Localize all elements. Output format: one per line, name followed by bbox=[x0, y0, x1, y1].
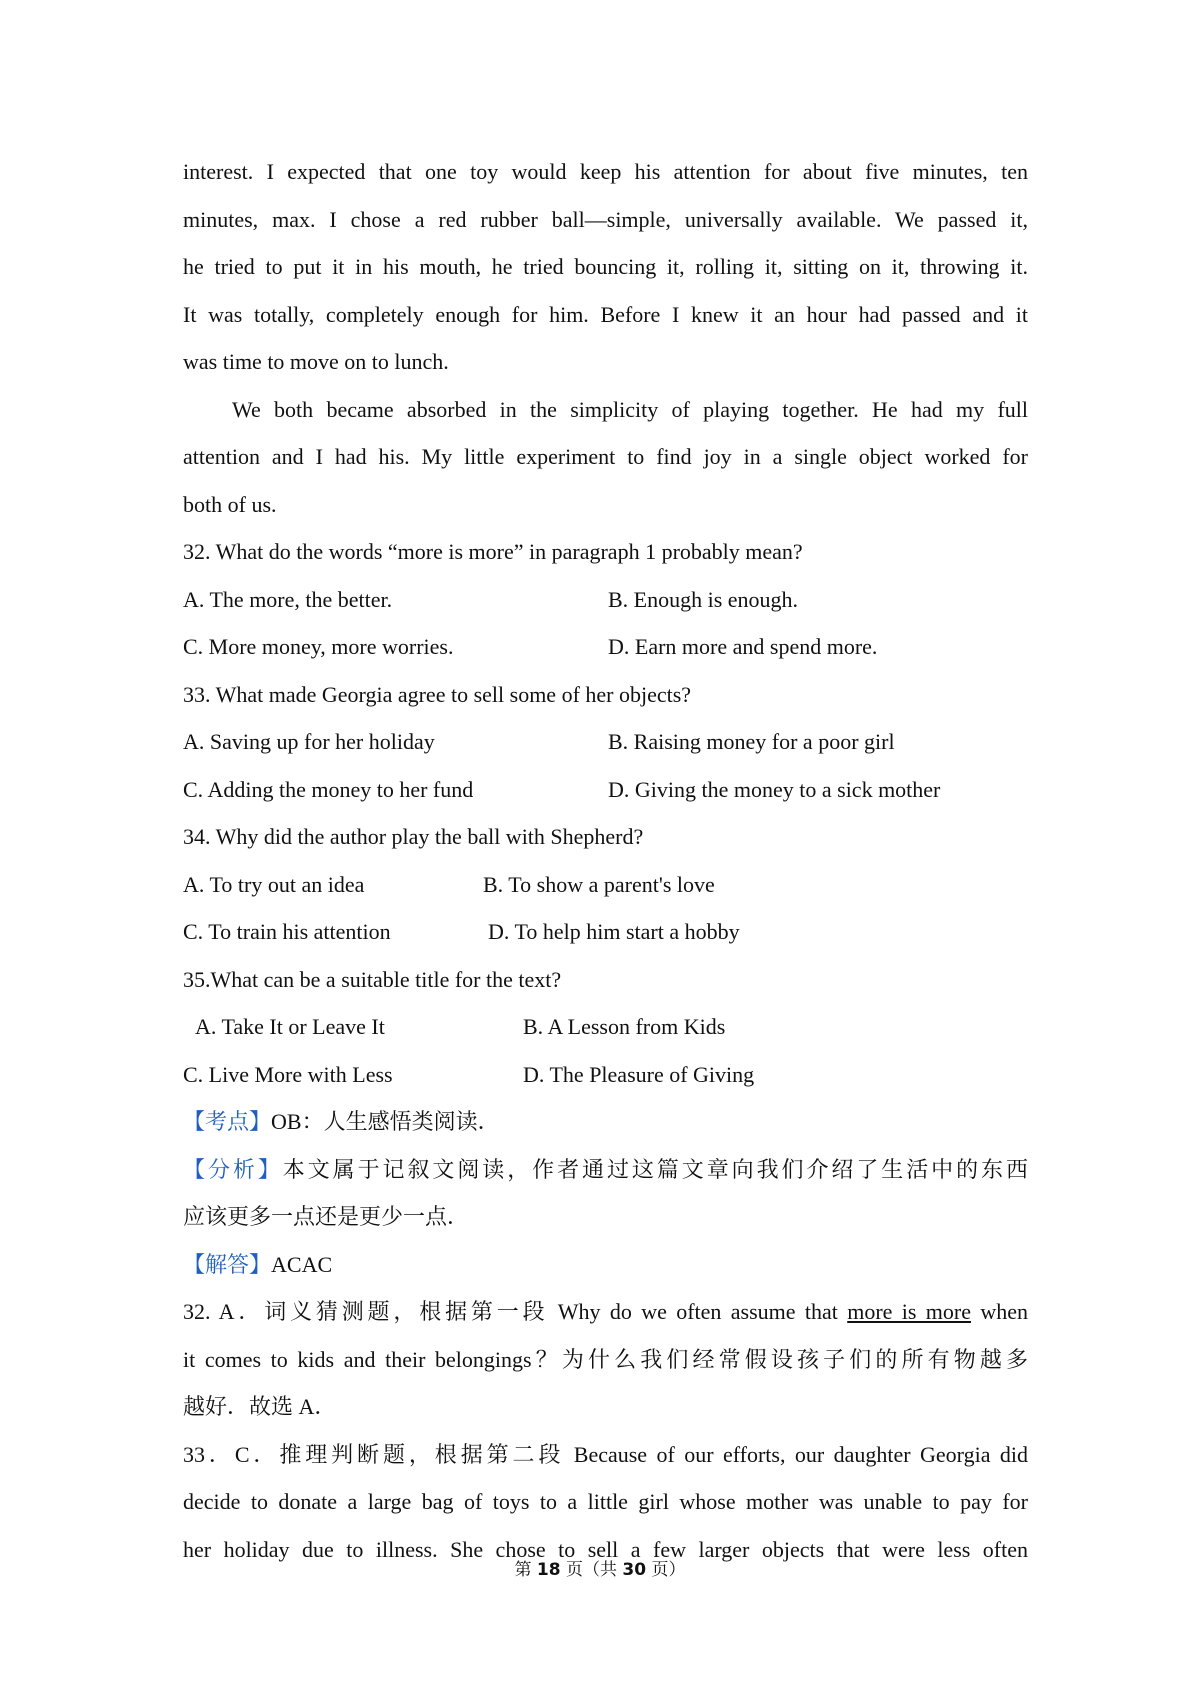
kaodian-tag: 【考点】 bbox=[183, 1109, 272, 1134]
option-a: A. Saving up for her holiday bbox=[183, 729, 435, 754]
explanation-line: it comes to kids and their belongings？为什么我们经常假设孩子们的所有物越多 bbox=[183, 1346, 1028, 1372]
passage-line: was time to move on to lunch. bbox=[183, 349, 449, 374]
option-row bbox=[183, 1051, 1028, 1099]
option-b: B. A Lesson from Kids bbox=[523, 1014, 726, 1039]
passage-line: both of us. bbox=[183, 491, 277, 517]
document-page bbox=[183, 148, 1028, 1573]
explanation-line: decide to donate a large bag of toys to a little girl whose mother was unable to pay for bbox=[183, 1489, 1028, 1514]
kaodian-text: OB：人生感悟类阅读． bbox=[271, 1109, 500, 1134]
option-row bbox=[183, 718, 1028, 766]
option-b: B. Raising money for a poor girl bbox=[608, 729, 895, 754]
option-c: C. More money, more worries. bbox=[183, 634, 454, 659]
option-a: A. To try out an idea bbox=[183, 871, 365, 897]
underlined-phrase: more is more bbox=[847, 1299, 971, 1324]
passage-line: We both became absorbed in the simplicity of playing together. He had my full bbox=[232, 396, 1028, 422]
kaodian-line bbox=[183, 1098, 1028, 1146]
option-a: A. Take It or Leave It bbox=[195, 1014, 385, 1039]
option-a: A. The more, the better. bbox=[183, 586, 393, 612]
fenxi-text: 本文属于记叙文阅读，作者通过这篇文章向我们介绍了生活中的东西 bbox=[282, 1156, 1028, 1182]
option-row bbox=[183, 861, 1028, 909]
fenxi-line: 应该更多一点还是更少一点． bbox=[183, 1204, 470, 1229]
option-row bbox=[183, 766, 1028, 814]
fenxi-line bbox=[183, 1146, 1028, 1194]
passage-line: interest. I expected that one toy would keep his attention for about five minutes, ten bbox=[183, 159, 1028, 184]
jieda-line bbox=[183, 1241, 1028, 1289]
explanation-text: 32. A．词义猜测题，根据第一段 Why do we often assume that bbox=[183, 1299, 848, 1324]
jieda-text: ACAC bbox=[271, 1251, 333, 1277]
option-b: B. Enough is enough. bbox=[608, 586, 799, 612]
option-row bbox=[183, 576, 1028, 624]
jieda-tag: 【解答】 bbox=[183, 1251, 272, 1277]
footer-text: 页（共 bbox=[560, 1560, 623, 1580]
explanation-line bbox=[183, 1288, 1028, 1336]
option-row bbox=[183, 908, 1028, 956]
explanation-line: 越好．故选 A． bbox=[183, 1394, 337, 1419]
question-stem: 35.What can be a suitable title for the text? bbox=[183, 966, 562, 992]
page-total: 30 bbox=[622, 1560, 647, 1580]
footer-text: 页） bbox=[646, 1560, 686, 1580]
passage-line: minutes, max. I chose a red rubber ball—simple, universally available. We passed it, bbox=[183, 206, 1028, 232]
option-d: D. To help him start a hobby bbox=[488, 919, 740, 944]
option-c: C. Adding the money to her fund bbox=[183, 776, 474, 802]
explanation-line: her holiday due to illness. She chose to sell a few larger objects that were less often bbox=[183, 1536, 1028, 1562]
explanation-line: 33．C．推理判断题，根据第二段 Because of our efforts, our daughter Georgia did bbox=[183, 1441, 1028, 1467]
option-d: D. Giving the money to a sick mother bbox=[608, 776, 941, 802]
explanation-text: when bbox=[970, 1299, 1028, 1324]
option-b: B. To show a parent's love bbox=[483, 871, 715, 897]
option-row bbox=[183, 1003, 1028, 1051]
fenxi-tag: 【分析】 bbox=[183, 1156, 283, 1182]
question-stem: 34. Why did the author play the ball with Shepherd? bbox=[183, 824, 644, 849]
passage-line: he tried to put it in his mouth, he tried bouncing it, rolling it, sitting on it, throwing it. bbox=[183, 254, 1028, 279]
option-c: C. Live More with Less bbox=[183, 1061, 393, 1087]
page-number: 18 bbox=[536, 1560, 561, 1580]
option-d: D. Earn more and spend more. bbox=[608, 634, 878, 659]
option-c: C. To train his attention bbox=[183, 919, 391, 944]
page-footer bbox=[0, 1555, 1200, 1580]
option-d: D. The Pleasure of Giving bbox=[523, 1061, 755, 1087]
question-stem: 32. What do the words “more is more” in paragraph 1 probably mean? bbox=[183, 539, 803, 564]
footer-text: 第 bbox=[514, 1560, 537, 1580]
passage-line: attention and I had his. My little experiment to find joy in a single object worked for bbox=[183, 444, 1028, 469]
option-row bbox=[183, 623, 1028, 671]
passage-line: It was totally, completely enough for him. Before I knew it an hour had passed and it bbox=[183, 301, 1028, 327]
question-stem: 33. What made Georgia agree to sell some of her objects? bbox=[183, 681, 692, 707]
